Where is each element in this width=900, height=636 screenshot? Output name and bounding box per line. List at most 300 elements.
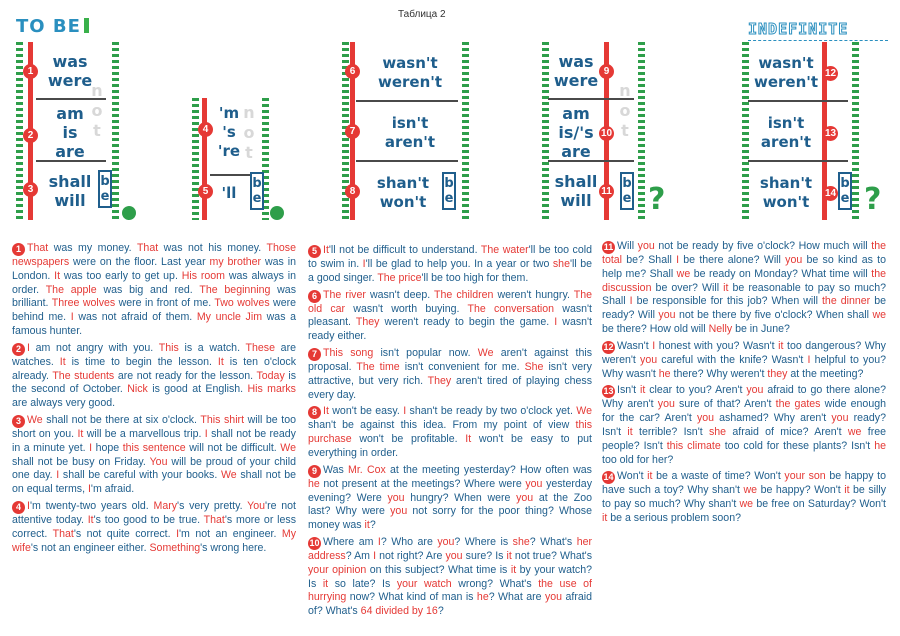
subject-text: you [437,535,455,548]
sentence-text: Where am [323,535,378,548]
subject-text: It [54,269,61,282]
subject-text: they [767,367,788,380]
sentence-text: Was [323,463,349,476]
subject-text: You [149,455,168,468]
subject-text: Mary [153,499,178,512]
not-letter: n [243,103,255,122]
subject-text: the use of hurrying [308,577,592,604]
sentence-text: were on the floor. Last year [69,256,210,268]
exercise-paragraph [308,289,592,344]
number-badge: 5 [198,184,213,199]
sentence-text: sure of that? Aren't [674,398,776,411]
sentence-text: be a waste of time? Won't [652,470,785,483]
subject-text: They [355,316,380,329]
subject-text: your watch [396,577,452,590]
number-badge: 10 [600,128,613,139]
number-badge: 9 [599,64,614,79]
subject-text: I [362,258,366,270]
be-box: b e [620,172,634,210]
number-badge: 4 [198,122,213,137]
subject-text: This [158,341,179,354]
sentence-text: is time to begin the lesson. [65,355,218,368]
form-group: am is are [55,104,85,161]
sentence-text: ? What are [488,591,545,604]
paragraph-number-badge: 9 [308,465,321,478]
subject-text: The conversation [467,302,555,315]
subject-text: it [364,519,370,532]
sentence-text: will be too short on you. [12,413,296,440]
sentence-text: hungry? When were [404,491,517,504]
green-bar-icon [84,18,89,33]
subject-text: her address [308,535,592,562]
title-underline [748,40,888,41]
subject-text: the dinner [821,295,871,308]
subject-text: Mr. Cox [348,463,386,476]
subject-text: it [640,384,646,397]
subject-text: That [27,242,49,254]
sentence-text: careful with the knife? Wasn't [657,353,808,366]
subject-text: you [658,309,676,322]
subject-text: I [629,295,633,308]
sentence-text: 's very pretty. [177,499,248,512]
sentence-text: 's wrong here. [200,541,267,554]
subject-text: I [27,499,30,512]
form-group: was were [47,52,93,90]
sentence-text: be in June? [732,322,790,335]
sentence-text: ? Where is [454,535,513,548]
panel-5 [742,42,892,220]
subject-text: she [708,425,727,438]
sentence-text: be free on Saturday? Won't [753,498,886,511]
subject-text: he [874,439,886,452]
subject-text: That [136,242,159,254]
subject-text: you [785,254,803,266]
sentence-text: wide enough for the car? Aren't [602,398,887,425]
subject-text: It [323,244,329,256]
exercise-paragraph [12,242,296,339]
be-box: b e [98,170,112,208]
sentence-text: 'll be too high for them. [421,271,529,284]
sentence-text: be happy? Won't [757,484,845,497]
not-letter: t [621,121,629,140]
subject-text: you [544,591,563,604]
sentence-text: too cold for these plants? Isn't [720,439,875,452]
sentence-text: clear to you? Aren't [645,384,747,397]
subject-text: he [658,367,671,380]
not-letter: n [91,81,103,100]
sentence-text: be there? How old will [602,322,709,335]
subject-text: It [217,355,224,368]
sentence-text: are always very good. [12,397,116,410]
exercise-paragraph [602,384,886,467]
paragraph-number-badge: 11 [603,242,614,252]
subject-text: the total [602,240,886,266]
sentence-text: 'll be too cold to swim in. [308,244,592,270]
subject-text: I [676,254,680,266]
sentence-text: shall be careful with your books. [59,469,221,482]
sentence-text: not present at the meetings? Where were [319,477,526,490]
sentence-text: be ready on Monday? What time will [690,267,872,280]
subject-text: your opinion [308,563,367,576]
subject-text: I [807,353,811,366]
sentence-text: on this subject? What time is [366,563,511,576]
subject-text: the gates [775,398,821,411]
paragraph-number-badge: 4 [12,501,25,514]
sentence-text: not sorry for the poor thing? Whose money was [308,505,592,532]
paragraph-number-badge: 6 [308,290,321,303]
number-badge: 1 [23,64,38,79]
subject-text: Today [256,369,285,382]
sentence-text: not be there by five o'clock? When shall [675,309,873,322]
sentence-text: was in London. [12,256,296,282]
sentence-text: yesterday evening? Were [308,477,592,504]
subject-text: That [52,527,74,540]
subject-text: It [465,433,472,446]
sentence-text: won't be easy. [328,405,404,418]
subject-text: I [89,441,93,454]
panel-4 [542,42,672,220]
sentence-text: was my money. [48,242,137,254]
paragraph-number-badge: 7 [308,348,321,361]
sentence-text: won't be profitable. [351,433,466,446]
form-group: wasn't weren't [377,54,443,91]
subject-text: His marks [247,383,296,396]
subject-text: it [602,511,608,524]
sentence-text: be a serious problem soon? [607,511,741,524]
sentence-text: will be a marvellous trip. [83,427,205,440]
paragraph-number-badge: 2 [12,343,25,356]
sentence-text: ? Who are [380,535,438,548]
sentence-text: is good at English. [147,383,248,396]
sentence-text: ? [437,605,444,618]
subject-text: she [552,258,570,270]
subject-text: it [627,425,633,438]
not-letter: t [93,121,101,140]
subject-text: you [831,412,849,425]
subject-text: The water [480,244,529,256]
subject-text: the discussion [602,267,886,294]
number-badge: 2 [23,128,38,143]
sentence-text: be over? Will [651,281,724,294]
panel-2 [192,98,292,220]
exercise-paragraph [602,240,886,337]
table-label: Таблица 2 [398,9,446,20]
sentence-text: shall not be busy on Friday. [12,455,150,468]
form-group: isn't aren't [760,114,812,151]
not-letter: t [245,143,253,162]
subject-text: This shirt [200,413,245,426]
subject-text: Something [149,541,201,554]
sentence-text: not be ready by five o'clock? How much will [654,240,872,252]
sentence-text: afraid to go there alone? Why aren't [602,384,886,411]
sentence-text: there? Why weren't [670,367,768,380]
form-group: wasn't weren't [753,54,819,91]
sentence-text: shan't be ready by two o'clock yet. [406,405,577,418]
paragraph-number-badge: 10 [309,537,320,548]
sentence-text: shall not be there at six o'clock. [42,413,201,426]
sentence-text: too dangerous? Why weren't [602,339,886,366]
sentence-text: 's more or less correct. [12,513,296,540]
green-dot-icon [270,206,284,220]
to-be-title: TO BE [16,16,89,37]
number-badge: 14 [824,188,837,199]
form-group: shan't won't [376,174,430,211]
panel-3 [342,42,470,220]
number-badge: 11 [599,184,614,199]
subject-text: we [872,309,886,322]
subject-text: she [512,535,530,548]
sentence-text: weren't hungry. [493,288,574,301]
number-badge: 7 [345,124,360,139]
subject-text: it [778,339,784,352]
subject-text: you [516,491,534,504]
subject-text: Nelly [708,322,733,335]
subject-text: Those newspapers [12,242,296,268]
subject-text: I [554,316,558,329]
sentence-text: be so kind as to help me? Shall [602,254,886,280]
not-letter: o [91,101,103,120]
subject-text: We [280,441,296,454]
sentence-text: not right? Are [376,549,446,562]
subject-text: The time [356,360,400,373]
subject-text: The beginning [199,283,271,296]
sentence-text: 'll be a good singer. [308,258,592,284]
exercise-paragraph [602,470,886,525]
sentence-text: sure? Is [462,549,507,562]
subject-text: The apple [45,283,97,296]
green-dot-icon [122,206,136,220]
form-group: shan't won't [759,174,813,211]
sentence-text: were in front of me. [115,297,215,310]
sentence-text: be? Shall [622,254,677,266]
subject-text: I [377,535,381,548]
sentence-text: ready? Isn't [602,412,886,438]
subject-text: it [647,470,653,483]
sentence-text: were behind me. [12,297,296,324]
subject-text: The old car [308,288,593,315]
sentence-text: ? [369,519,376,532]
sentence-text: wasn't deep. [365,288,435,301]
sentence-text: terrible? Isn't [632,425,709,438]
sentence-text: 's not an engineer either. [30,541,150,554]
sentence-text: not true? What's [511,549,592,562]
subject-text: We [220,469,237,482]
subject-text: you [387,491,405,504]
subject-text: you [696,412,715,425]
subject-text: we [847,425,862,438]
subject-text: It [59,355,66,368]
sentence-text: aren't tired of playing chess every day. [308,374,592,401]
number-badge: 3 [23,182,38,197]
exercise-paragraph [308,347,592,402]
subject-text: It [77,427,84,440]
subject-text: you [390,505,408,518]
subject-text: My wife [12,527,296,554]
sentence-text: now? What kind of man is [346,591,477,604]
subject-text: it [510,563,517,576]
form-group: am is/'s are [558,104,594,161]
subject-text: You [247,499,266,512]
form-group: shall will [48,172,92,210]
number-badge: 12 [824,68,837,79]
subject-text: That [203,513,225,526]
sentence-text: 's not quite correct. [73,527,177,540]
paragraph-number-badge: 14 [603,472,614,483]
sentence-text: 'm not an engineer. [179,527,282,540]
sentence-text: free people? Isn't [602,425,887,452]
be-box: b e [442,172,456,210]
exercise-paragraph [308,244,592,286]
sentence-text: too old for her? [602,453,674,466]
subject-text: it [506,549,512,562]
sentence-text: 're not attentive today. [12,499,296,526]
sentence-text: Will [617,240,638,252]
subject-text: These [245,341,275,354]
exercise-paragraph [602,340,886,382]
subject-text: I [70,311,74,324]
question-mark-icon: ? [864,182,882,217]
sentence-text: was big and red. [96,283,200,296]
subject-text: Nick [127,383,148,396]
subject-text: I [403,405,407,418]
subject-text: this climate [666,439,721,452]
subject-text: you [746,384,764,397]
sentence-text: be responsible for this job? When will [632,295,822,308]
sentence-text: are watches. [12,341,296,368]
form-group: shall will [554,172,598,210]
sentence-text: will be proud of your child one day. [12,455,296,482]
exercise-paragraph [308,464,592,533]
sentence-text: ? What's [529,535,577,548]
subject-text: we [739,498,754,511]
subject-text: They [427,374,452,387]
sentence-text: by your watch? Is [308,563,592,590]
exercise-paragraph [308,405,592,460]
subject-text: your son [784,470,826,483]
subject-text: 64 divided by 16 [360,605,438,618]
subject-text: The price [377,271,422,284]
sentence-text: isn't convenient for me. [399,360,525,373]
subject-text: I [176,527,180,540]
sentence-text: am not angry with you. [29,341,159,354]
subject-text: My uncle Jim [196,311,263,324]
paragraph-number-badge: 13 [603,386,614,397]
sentence-text: so late? Is [328,577,397,590]
number-badge: 6 [345,64,360,79]
sentence-text: be ready? Will [602,295,886,322]
paragraph-number-badge: 5 [308,245,321,258]
form-group: 'm 's 're [217,104,241,160]
subject-text: It [87,513,94,526]
sentence-text: Won't [617,470,648,483]
sentence-text: 'll be glad to help you. In a year or two [365,258,553,270]
subject-text: you [445,549,463,562]
sentence-text: are not ready for the lesson. [114,369,257,382]
sentence-text: was not afraid of them. [73,311,197,324]
paragraph-number-badge: 1 [12,243,25,256]
sentence-text: be silly to pay so much? Why shan't [602,484,886,511]
subject-text: he [308,477,320,490]
sentence-text: at the meeting yesterday? How often was [385,463,592,476]
question-mark-icon: ? [648,182,666,217]
number-badge: 8 [345,184,360,199]
subject-text: you [657,398,675,411]
sentence-text: weren't ready to begin the game. [379,316,555,329]
subject-text: you [525,477,543,490]
sentence-text: aren't against this proposal. [308,346,592,373]
sentence-text: won't be easy to put everything in order. [308,433,593,459]
sentence-text: wrong? What's [451,577,539,590]
text-column-1 [12,242,296,558]
sentence-text: 'm twenty-two years old. [29,499,154,512]
subject-text: We [576,405,592,418]
text-column-3 [602,240,886,529]
sentence-text: be there alone? Will [679,254,786,266]
subject-text: this sentence [122,441,186,454]
sentence-text: honest with you? Wasn't [655,339,779,352]
exercise-paragraph [12,414,296,497]
sentence-text: be happy to have such a toy? Why shan't [602,470,887,497]
sentence-text: is ten o'clock already. [12,355,297,382]
sentence-text: is the second of October. [12,369,297,396]
sentence-text: isn't popular now. [373,346,478,359]
paragraph-number-badge: 3 [12,415,25,428]
subject-text: I [87,483,91,496]
subject-text: he [476,591,489,604]
sentence-text: was not his money. [158,242,267,254]
sentence-text: was a famous hunter. [12,311,297,337]
sentence-text: Wasn't [617,339,653,352]
form-group: isn't aren't [384,114,436,151]
sentence-text: wasn't pleasant. [308,302,592,329]
subject-text: this purchase [308,419,592,446]
sentence-text: Isn't [617,384,640,397]
be-box: b e [250,172,264,210]
subject-text: it [322,577,329,590]
sentence-text: 'm afraid. [90,483,135,496]
subject-text: I [373,549,377,562]
sentence-text: was always in order. [12,269,296,296]
sentence-text: shan't be against this idea. From my point of view [308,419,576,432]
sentence-text: shall not be ready in a minute yet. [12,427,296,454]
sentence-text: was too early to get up. [60,269,182,282]
not-letter: o [243,123,255,142]
subject-text: we [676,267,691,280]
exercise-paragraph [12,342,296,411]
text-column-2 [308,244,592,622]
paragraph-number-badge: 8 [308,406,321,419]
subject-text: The students [52,369,115,382]
subject-text: His room [181,269,226,282]
subject-text: The children [434,288,494,301]
subject-text: It [323,405,329,418]
sentence-text: be reasonable to pay so much? Shall [602,281,886,308]
sentence-text: will not be difficult. [185,441,281,454]
subject-text: we [743,484,758,497]
sentence-text: wasn't ready either. [308,316,592,343]
be-box: b e [838,172,852,210]
sentence-text: afraid of? What's [308,591,592,618]
sentence-text: wasn't worth buying. [345,302,468,315]
sentence-text: helpful to you? Why wasn't [602,353,887,380]
sentence-text: hope [92,441,123,454]
number-badge: 13 [824,128,837,139]
subject-text: it [844,484,850,497]
subject-text: We [477,346,494,359]
sentence-text: isn't very attractive, but very rich. [308,360,592,387]
sentence-text: ashamed? Why aren't [714,412,832,425]
sentence-text: was brilliant. [12,283,296,310]
